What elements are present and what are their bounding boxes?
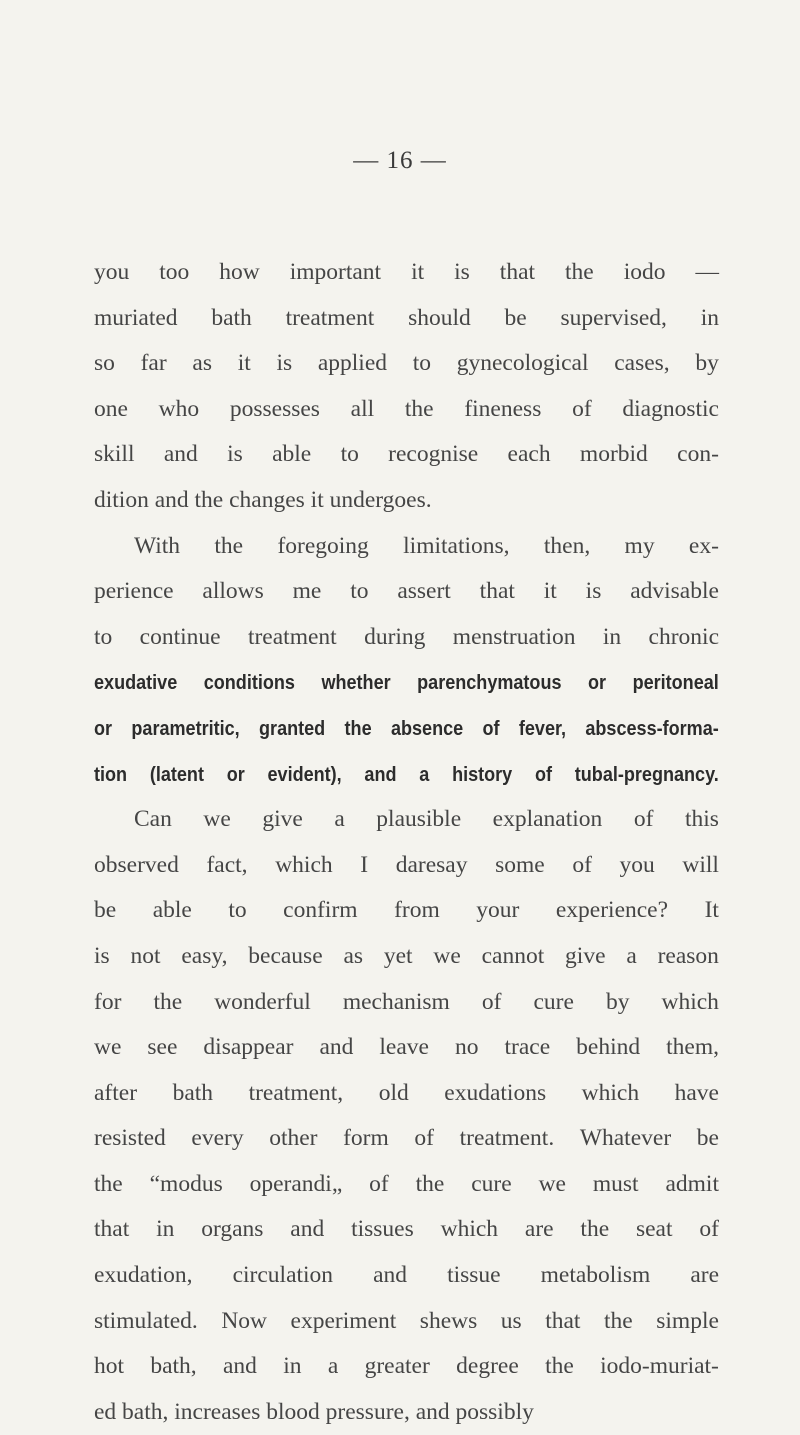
text-line: muriated bath treatment should be supervised, in bbox=[94, 304, 719, 331]
text-line: you too how important it is that the iodo — bbox=[94, 259, 719, 285]
text-line: that in organs and tissues which are the seat of bbox=[94, 1216, 719, 1243]
text-line: so far as it is applied to gynecological cases, by bbox=[94, 350, 719, 377]
bold-text-line: exudative conditions whether parenchymatous or peritoneal bbox=[94, 671, 719, 695]
body-text bbox=[94, 250, 719, 1435]
text-line: resisted every other form of treatment. Whatever be bbox=[94, 1125, 719, 1152]
text-line: perience allows me to assert that it is advisable bbox=[94, 578, 719, 605]
text-line: ed bath, increases blood pressure, and possibly bbox=[94, 1398, 534, 1425]
text-line: observed fact, which I daresay some of you will bbox=[94, 851, 719, 878]
text-line: to continue treatment during menstruation in chronic bbox=[94, 623, 719, 650]
text-line: for the wonderful mechanism of cure by which bbox=[94, 988, 719, 1015]
text-line: after bath treatment, old exudations which have bbox=[94, 1079, 719, 1106]
text-line: be able to confirm from your experience? It bbox=[94, 897, 719, 924]
text-line: With the foregoing limitations, then, my ex- bbox=[134, 532, 719, 559]
text-line: stimulated. Now experiment shews us that the simple bbox=[94, 1307, 719, 1334]
text-line: dition and the changes it undergoes. bbox=[94, 486, 432, 513]
text-line: is not easy, because as yet we cannot give a reason bbox=[94, 942, 719, 969]
text-line: we see disappear and leave no trace behind them, bbox=[94, 1034, 719, 1061]
bold-text-line: tion (latent or evident), and a history of tubal-pregnancy. bbox=[94, 762, 719, 786]
text-line: Can we give a plausible explanation of this bbox=[134, 806, 719, 833]
text-line: skill and is able to recognise each morbid con- bbox=[94, 441, 719, 468]
text-line: the “modus operandi„ of the cure we must admit bbox=[94, 1170, 719, 1197]
text-line: one who possesses all the fineness of diagnostic bbox=[94, 395, 719, 422]
text-line: hot bath, and in a greater degree the iodo-muriat- bbox=[94, 1353, 719, 1380]
page-number: — 16 — bbox=[353, 147, 447, 174]
text-line: exudation, circulation and tissue metabolism are bbox=[94, 1262, 719, 1289]
bold-text-line: or parametritic, granted the absence of fever, abscess-forma- bbox=[94, 716, 719, 740]
